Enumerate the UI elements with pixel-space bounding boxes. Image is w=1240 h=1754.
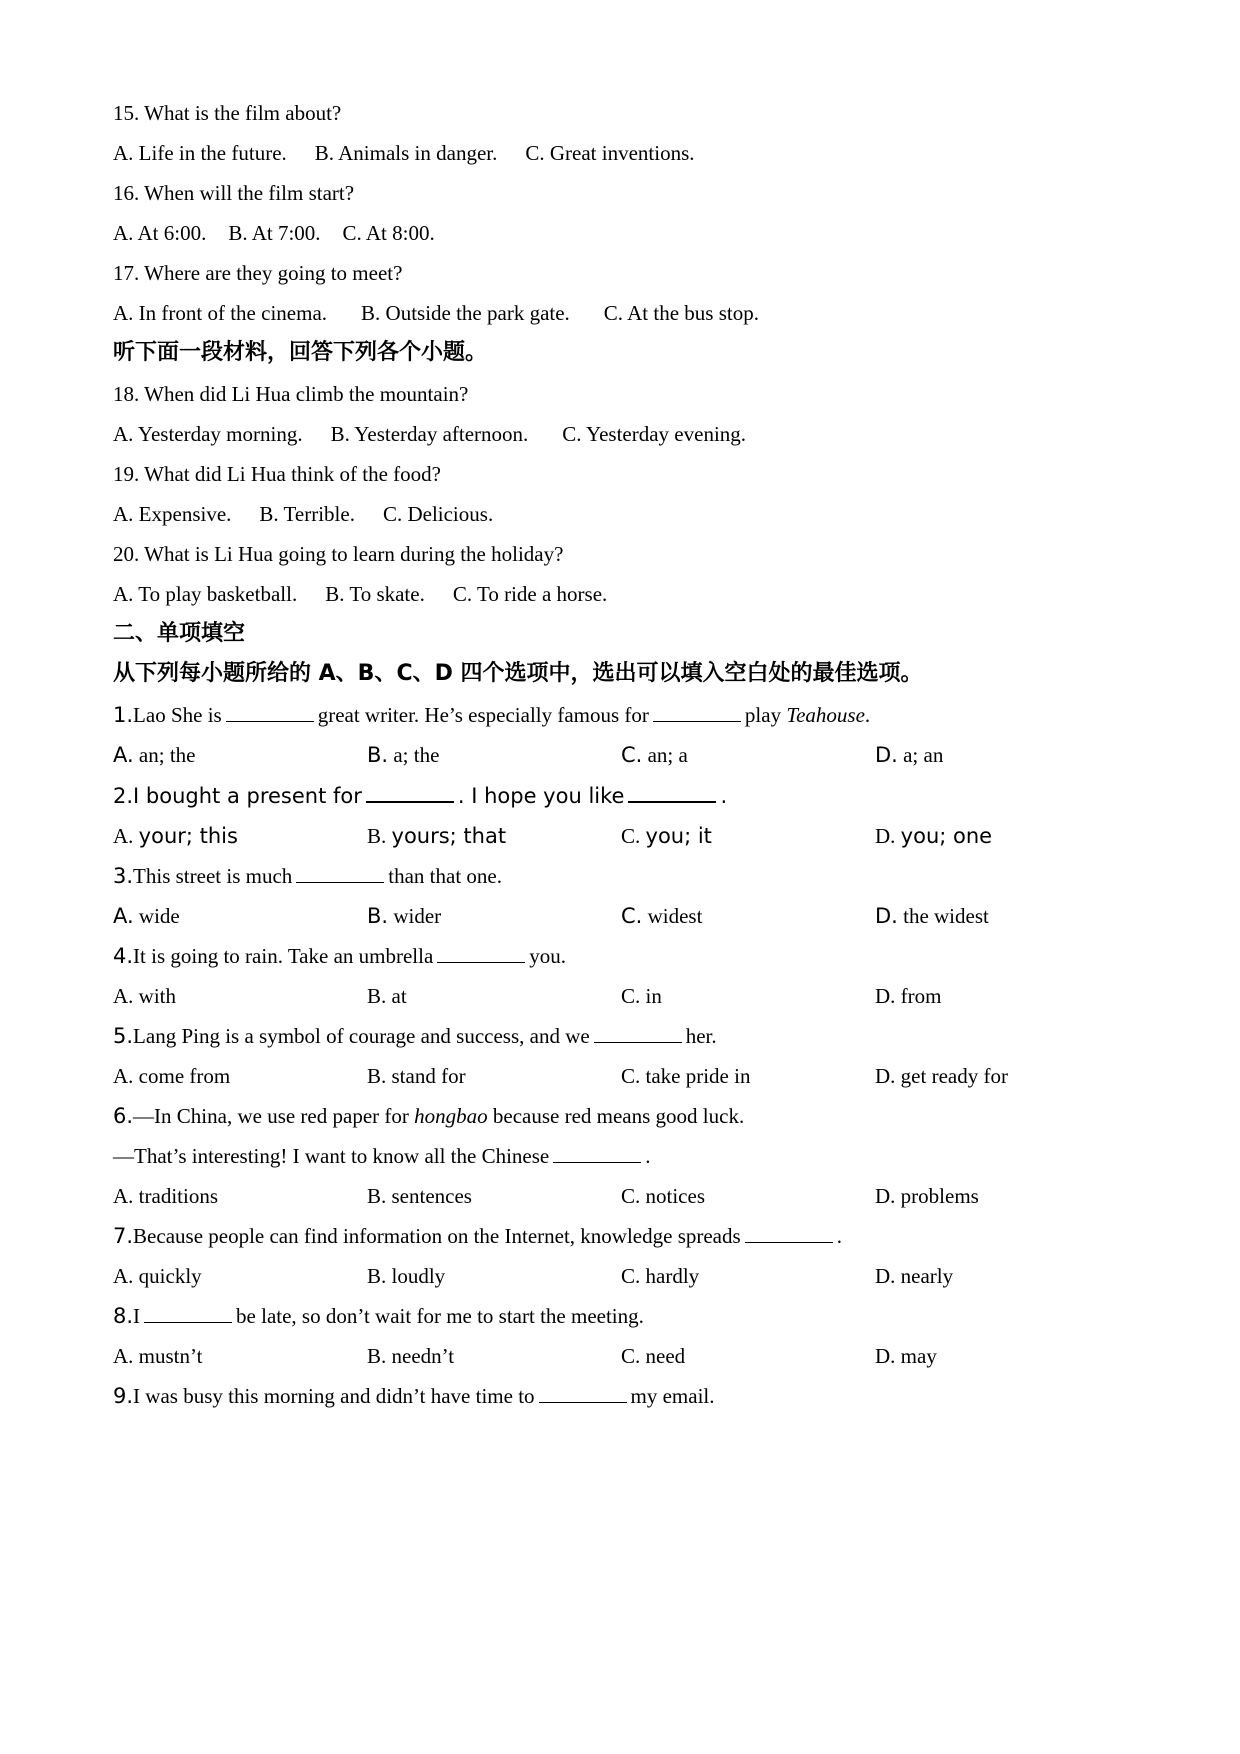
option-b: B. Animals in danger. (314, 141, 498, 165)
option-letter: A. (113, 824, 134, 848)
option-c: C. To ride a horse. (452, 582, 608, 606)
answer-blank (539, 1384, 627, 1403)
option-letter: B. (367, 743, 389, 767)
option-letter: D. (875, 743, 898, 767)
question-text: It is going to rain. Take an umbrella (133, 944, 434, 968)
option-text: the widest (903, 904, 989, 928)
answer-blank (437, 944, 525, 963)
option-letter: A. (113, 743, 134, 767)
option-b (367, 740, 439, 770)
question-16 (113, 178, 354, 208)
question-number: 4. (113, 944, 134, 968)
sc-question-8 (113, 1301, 644, 1331)
answer-blank (144, 1304, 232, 1323)
option-text: a; an (903, 743, 944, 767)
option-a: A. come from (113, 1064, 231, 1088)
question-number: 3. (113, 864, 134, 888)
option-letter: D. (875, 904, 898, 928)
option-c: C. hardly (621, 1264, 700, 1288)
option-b: B. Outside the park gate. (361, 301, 570, 325)
option-d: D. get ready for (875, 1064, 1008, 1088)
question-text: . (836, 1224, 842, 1248)
option-c (621, 901, 702, 931)
answer-blank (628, 783, 716, 803)
option-a: A. Life in the future. (113, 141, 287, 165)
sc-question-3 (113, 861, 502, 891)
question-text: 20. What is Li Hua going to learn during the holiday? (113, 542, 564, 566)
option-a: A. traditions (113, 1184, 218, 1208)
option-c (621, 740, 688, 770)
option-text: yours; that (391, 824, 507, 848)
question-text: because red means good luck. (492, 1104, 745, 1128)
question-15 (113, 98, 341, 128)
option-a (113, 901, 180, 931)
question-text: hongbao (414, 1104, 488, 1128)
option-letter: C. (621, 743, 643, 767)
answer-blank (366, 783, 454, 803)
question-text: I (133, 1304, 141, 1328)
option-a: A. Yesterday morning. (113, 422, 303, 446)
option-a: A. quickly (113, 1264, 202, 1288)
option-b (367, 901, 441, 931)
option-d: D. from (875, 984, 942, 1008)
answer-blank (745, 1224, 833, 1243)
option-d: D. problems (875, 1184, 979, 1208)
section-title: 二、单项填空 (113, 621, 246, 646)
option-b: B. needn’t (367, 1344, 455, 1368)
question-text: you. (529, 944, 567, 968)
option-c: C. Delicious. (382, 502, 494, 526)
option-d (875, 740, 943, 770)
options-17 (113, 298, 759, 328)
option-c: C. At 8:00. (342, 221, 435, 245)
question-text: . (864, 703, 871, 727)
options-19 (113, 499, 493, 529)
options-15 (113, 138, 695, 168)
option-a: A. To play basketball. (113, 582, 298, 606)
answer-blank (653, 703, 741, 722)
option-c: C. need (621, 1344, 686, 1368)
option-b: B. loudly (367, 1264, 446, 1288)
answer-blank (296, 864, 384, 883)
question-text: my email. (630, 1384, 715, 1408)
option-d: D. may (875, 1344, 937, 1368)
question-text: Teahouse (786, 703, 865, 727)
option-c: C. in (621, 984, 662, 1008)
option-letter: C. (621, 904, 643, 928)
options-20 (113, 579, 607, 609)
question-text: Lang Ping is a symbol of courage and success, and we (133, 1024, 590, 1048)
question-text: play (744, 703, 782, 727)
option-b: B. Terrible. (259, 502, 355, 526)
question-text: 19. What did Li Hua think of the food? (113, 462, 441, 486)
option-d: D. nearly (875, 1264, 954, 1288)
question-number: 5. (113, 1024, 134, 1048)
option-b: B. at (367, 984, 407, 1008)
option-b: B. stand for (367, 1064, 466, 1088)
sc-question-1 (113, 700, 870, 730)
option-a: A. Expensive. (113, 502, 232, 526)
option-text: wider (393, 904, 442, 928)
option-letter: B. (367, 824, 387, 848)
option-d (875, 901, 989, 931)
question-number: 8. (113, 1304, 134, 1328)
option-letter: C. (621, 824, 641, 848)
option-b: B. At 7:00. (228, 221, 321, 245)
option-c: C. Yesterday evening. (562, 422, 747, 446)
question-number: 7. (113, 1224, 134, 1248)
sc-question-5 (113, 1021, 717, 1051)
option-text: you; one (900, 824, 993, 848)
option-text: wide (138, 904, 180, 928)
question-text: 15. What is the film about? (113, 101, 342, 125)
option-d (875, 821, 992, 851)
question-19 (113, 459, 441, 489)
option-b: B. Yesterday afternoon. (330, 422, 529, 446)
options-16 (113, 218, 435, 248)
question-text: . (645, 1144, 651, 1168)
option-text: an; the (138, 743, 196, 767)
question-number: 9. (113, 1384, 134, 1408)
option-text: an; a (647, 743, 688, 767)
question-number: 1. (113, 703, 134, 727)
answer-blank (226, 703, 314, 722)
option-letter: D. (875, 824, 896, 848)
section-instruction: 从下列每小题所给的 A、B、C、D 四个选项中，选出可以填入空白处的最佳选项。 (113, 661, 923, 686)
option-b: B. sentences (367, 1184, 472, 1208)
option-text: a; the (393, 743, 440, 767)
sc-question-2 (113, 781, 727, 811)
question-text: —In China, we use red paper for (133, 1104, 409, 1128)
option-c: C. take pride in (621, 1064, 751, 1088)
question-text: —That’s interesting! I want to know all the Chinese (113, 1144, 550, 1168)
option-a: A. with (113, 984, 176, 1008)
question-18 (113, 379, 468, 409)
question-text: 17. Where are they going to meet? (113, 261, 403, 285)
option-a: A. At 6:00. (113, 221, 207, 245)
option-c: C. At the bus stop. (603, 301, 759, 325)
question-text: I was busy this morning and didn’t have time to (133, 1384, 535, 1408)
option-letter: A. (113, 904, 134, 928)
option-a (113, 740, 195, 770)
option-text: widest (647, 904, 703, 928)
question-17 (113, 258, 402, 288)
sc-question-6 (113, 1101, 744, 1131)
question-text: than that one. (388, 864, 502, 888)
option-text: you; it (645, 824, 712, 848)
option-letter: B. (367, 904, 389, 928)
question-text: This street is much (133, 864, 293, 888)
answer-blank (594, 1024, 682, 1043)
question-text: Lao She is (133, 703, 222, 727)
option-c: C. Great inventions. (525, 141, 695, 165)
option-a: A. mustn’t (113, 1344, 203, 1368)
question-text: . (720, 784, 728, 808)
options-18 (113, 419, 746, 449)
question-text: . I hope you like (457, 784, 625, 808)
option-c: C. notices (621, 1184, 705, 1208)
question-number: 6. (113, 1104, 134, 1128)
question-text: be late, so don’t wait for me to start the meeting. (236, 1304, 644, 1328)
option-text: your; this (138, 824, 238, 848)
sc-question-6-reply (113, 1141, 651, 1171)
option-b (367, 821, 506, 851)
question-text: 16. When will the film start? (113, 181, 355, 205)
option-a: A. In front of the cinema. (113, 301, 328, 325)
answer-blank (553, 1144, 641, 1163)
question-text: her. (685, 1024, 717, 1048)
question-text: great writer. He’s especially famous for (317, 703, 649, 727)
option-b: B. To skate. (325, 582, 425, 606)
option-c (621, 821, 712, 851)
sc-question-4 (113, 941, 566, 971)
sc-question-9 (113, 1381, 715, 1411)
question-text: 2.I bought a present for (113, 784, 362, 808)
sc-question-7 (113, 1221, 842, 1251)
question-text: 18. When did Li Hua climb the mountain? (113, 382, 469, 406)
question-text: Because people can find information on the Internet, knowledge spreads (133, 1224, 741, 1248)
option-a (113, 821, 238, 851)
listening-heading: 听下面一段材料，回答下列各个小题。 (113, 340, 488, 365)
question-20 (113, 539, 563, 569)
